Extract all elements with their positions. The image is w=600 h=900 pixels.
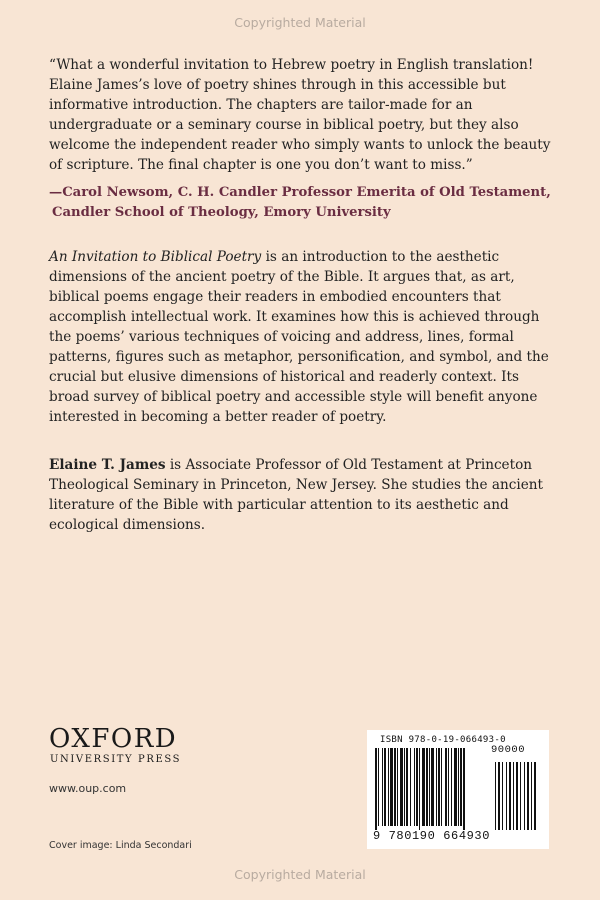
watermark-bottom: Copyrighted Material (234, 867, 366, 882)
publisher-url: www.oup.com (49, 782, 127, 795)
book-title: An Invitation to Biblical Poetry (49, 249, 262, 265)
description-text: is an introduction to the aesthetic dimensions of the ancient poetry of the Bible. It argues that, as art, biblical poems engage their readers in embodied encounters that accomplish intellectual work. It examines how this is achieved through the poems’ various techniques of voicing and address, lines, formal patterns, figures such as metaphor, personification, and symbol, and the crucial but elusive dimensions of historical and readerly context. Its broad survey of biblical poetry and accessible style will benefit anyone interested in becoming a better reader of poetry. (49, 249, 549, 425)
endorsement-quote: “What a wonderful invitation to Hebrew poetry in English translation! Elaine James’s love of poetry shines through in this accessible but informative introduction. The chapters are tailor-made for an undergraduate or a seminary course in biblical poetry, but they also welcome the independent reader who simply wants to unlock the beauty of scripture. The final chapter is one you don’t want to miss.” (49, 57, 551, 173)
isbn-label: ISBN 978-0-19-066493-0 (380, 735, 506, 745)
endorsement-attribution (49, 183, 569, 223)
publisher-subname: UNIVERSITY PRESS (50, 754, 182, 765)
author-name: Elaine T. James (49, 457, 166, 473)
publisher-logo: OXFORD (49, 724, 178, 754)
cover-credit: Cover image: Linda Secondari (49, 840, 192, 851)
attribution-line-1: —Carol Newsom, C. H. Candler Professor Emerita of Old Testament, (49, 185, 551, 200)
bio-text: is Associate Professor of Old Testament at Princeton Theological Seminary in Princeton, New Jersey. She studies the ancient literature of the Bible with particular attention to its aesthetic and ecological dimensions. (49, 457, 543, 533)
barcode-icon (375, 748, 541, 830)
author-bio (49, 455, 559, 535)
barcode-digits: 9 780190 664930 (373, 829, 491, 843)
attribution-line-2: Candler School of Theology, Emory University (52, 205, 391, 220)
barcode-panel (367, 730, 549, 849)
book-description (49, 247, 561, 427)
watermark-top: Copyrighted Material (234, 15, 366, 30)
barcode-addon-digits: 90000 (491, 744, 526, 756)
